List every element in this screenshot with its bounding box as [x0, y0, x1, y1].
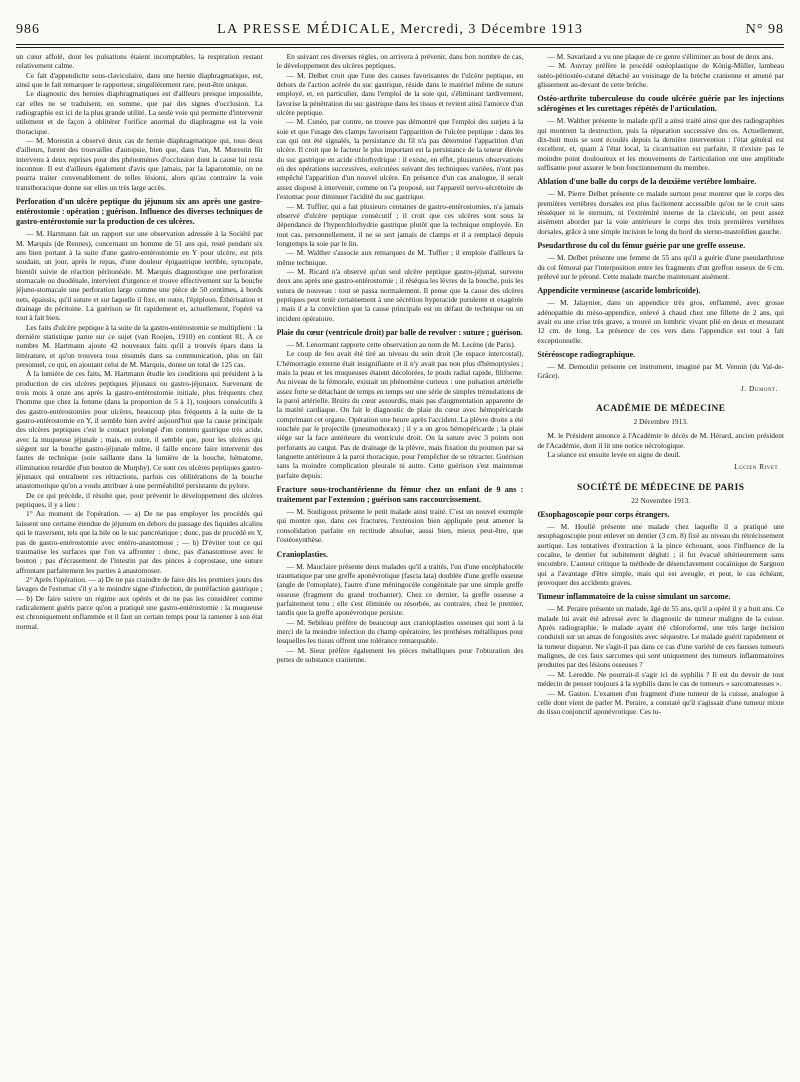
paragraph: — M. Houlié présente une malade chez laquelle il a pratiqué une œsophagoscopie pour enlever un dentier (3 cm. 8) fixé au niveau du rétrécissement aortique. Les tentatives d'extraction à la pince échouant, sous l'influence de la cocaïne, le dentier fut subitement dégluti ; il fut évacué ultérieurement sans encombre. L'auteur critique la méthode de désenclavement cocaïnique de Sargnon qui a l'avantage d'être simple, mais qui est aveugle, et peut, le cas échéant, provoquer des accidents graves. — [537, 522, 784, 588]
section-heading: Œsophagoscopie pour corps étrangers. — [537, 510, 670, 519]
paragraph: un cœur affolé, dont les pulsations étaient incomptables, la respiration restant relativement calme. — [16, 52, 263, 71]
page-number: 986 — [16, 22, 40, 37]
paragraph: — M. Tuffier, qui a fait plusieurs centaines de gastro-entérostomies, n'a jamais observé d'ulcère peptique consécutif ; il croit que ces ulcères sont sous la dépendance de l'hyperchlorhydrie gastrique plutôt que la technique employée. En tout cas, personnellement, il ne se sert jamais de clamps et il a remplacé depuis longtemps la soie par le lin. — [276, 201, 524, 248]
paragraph: Le coup de feu avait été tiré au niveau du sein droit (3e espace intercostal). L'hémorragie externe était insignifiante et il n'y avait pas non plus d'hémoptysies ; mais la peau et les muqueuses étaient décolorées, le pouls radial rapide, filiforme. Au niveau de la fémorale, existait un phénomène curieux : une pulsation artérielle assez forte se détachant de temps en temps sur une série de simples trémulations de la paroi artérielle. Bruits du cœur assourdis, mais pas d'augmentation apparente de la matité cardiaque. On fait le diagnostic de plaie du cœur avec hémopéricarde comprimant cet organe. Opération une heure après l'accident. La plèvre droite a été touchée par le projectile (pneumothorax) ; il y a un gros hémopéricarde ; la plaie siège sur la face antérieure du ventricule droit. On la suture avec 3 points non perforants au catgut. Pas de drainage de la plèvre, mais fixation du poumon par sa languette antérieure à la paroi thoracique, pour l'empêcher de se rétracter. Guérison sans la moindre complication pleurale ni autre. Cette guérison s'est maintenue parfaite depuis. — [276, 349, 524, 480]
author-signature — [537, 462, 778, 471]
paragraph: 1° Au moment de l'opération. — a) De ne pas employer les procédés qui laissent une certaine étendue de jéjunum en dehors du passage des liquides alcalins qui le traversent, tels que la bile ou le suc pancréatique ; donc, pas de procédé en Y, pas de gastro-entérostomie avec entéro-anastomose ; — b) D'éviter tout ce qui traumatise les surfaces que l'on va affronter : donc, pas d'anastomose avec le bouton ; pas d'écrasement de l'intestin par des pinces à coprostase, une suture affrontant parfaitement les parties à anastomoser. — [16, 509, 263, 575]
section-heading: Pseudarthrose du col du fémur guérie par une greffe osseuse. — [537, 241, 746, 251]
paragraph: — M. Mauclaire présente deux malades qu'il a traités, l'un d'une encéphalocèle traumatique par une greffe aponévrotique (fascia lata) doublée d'une greffe osseuse (angle de l'omoplate), l'autre d'une méningocèle congénitale par une simple greffe osseuse (fragment du grand trochanter). Chez ce dernier, la greffe osseuse a parfaitement tenu ; elle s'est éliminée ou résorbée, au contraire, chez le premier, tandis que la greffe aponévrotique persiste. — [276, 561, 524, 618]
paragraph: — M. Lenormant rapporte cette observation au nom de M. Lecène (de Paris). — [286, 339, 516, 349]
section-heading: Tumeur inflammatoire de la cuisse simulant un sarcome. — [537, 592, 731, 602]
paragraph: — M. Savariaud a vu une plaque de ce genre s'éliminer au bout de deux ans. — [547, 52, 774, 61]
paragraph: — M. Souligoux présente le petit malade ainsi traité. C'est un nouvel exemple qui montre que, dans ces fractures, l'extension bien appliquée peut amener la consolidation parfaite en rectitude absolue, aussi bien, mieux peut-être, que l'ostéosynthèse. — [276, 507, 524, 545]
paragraph: — M. Gaston. L'examen d'un fragment d'une tumeur de la cuisse, analogue à celle dont vient de parler M. Peraire, a constaté qu'il s'agissait d'une tumeur mixte du tissu conjonctif aponévrotique. Ces tu- — [537, 688, 784, 717]
paragraph: — M. Hartmann fait un rapport sur une observation adressée à la Société par M. Marquis (de Rennes), concernant un homme de 51 ans qui, resté pendant six ans bien portant à la suite d'une gastro-entérostomie en Y pour ulcère, est pris soudain, un jour, après le repas, d'une douleur épigastrique terrible, syncopale, bientôt suivie de réaction péritonéale. M. Marquis diagnostique une perforation stomacale ou duodénale, intervient d'urgence et trouve effectivement sur la bouche jéjuno-stomacale une perforation large comme une pièce de 50 centimes, à bords nets, épaissis, qu'il suture et sur laquelle il fixe, en outre, l'épiploon. Éthérisation et drainage du péritoine. La guérison se fit rapidement et, actuellement, l'opéré va tout à fait bien. — [16, 229, 263, 323]
paragraph: 2° Après l'opération. — a) De ne pas craindre de faire dès les premiers jours des lavages de l'estomac s'il y a le moindre signe d'infection, de putréfaction gastrique ; — b) De faire suivre un régime aux opérés et de ne pas les considérer comme radicalement guéris parce qu'on a pratiqué une gastro-entérostomie : la muqueuse est chroniquement enflammée et il faut un certain temps pour la ramener à son état normal. — [16, 574, 263, 631]
paragraph: M. le Président annonce à l'Académie le décès de M. Hérard, ancien président de l'Académie, dont il lit une notice nécrologique. — [537, 431, 784, 450]
society-heading: ACADÉMIE DE MÉDECINE — [595, 403, 726, 414]
author-signature — [537, 384, 778, 393]
paragraph: De ce qui précède, il résulte que, pour prévenir le développement des ulcères peptiques, il y a lieu : — [16, 490, 263, 510]
section-heading: Ablation d'une balle du corps de la deuxième vertèbre lombaire. — [537, 177, 757, 187]
paragraph: — M. Auvray préfère le procédé ostéoplastique de König-Müller, lambeau ostéo-périostéo-cutané détaché au voisinage de la brèche cranienne et amené par glissement au-devant de cette brèche. — [537, 61, 784, 90]
paragraph: — M. Pierre Delbet présente ce malade surtout pour montrer que le corps des premières vertèbres dorsales est plus facilement accessible qu'on ne le croit sans résséquer ni le sternum, ni l'extrémité interne de la clavicule, on peut assez aisément aborder par la voie antérieure le corps des trois premières vertèbres dorsales, grâce à une simple incision le long du bord du sterno-mastoïdien gauche. — [537, 189, 784, 236]
column-right — [537, 52, 784, 1078]
section-heading: Stéréoscope radiographique. — [537, 349, 636, 359]
paragraph: — M. Sieur préfère également les pièces métalliques pour l'obturation des pertes de substance cranienne. — [276, 645, 524, 664]
section-heading: Cranioplasties. — [276, 549, 329, 559]
column-middle — [277, 52, 524, 1078]
issue-number: N° 98 — [745, 22, 784, 37]
journal-title — [16, 22, 784, 38]
paragraph: — M. Demoulin présente cet instrument, imaginé par M. Vennin (du Val-de-Grâce). — [537, 361, 784, 381]
issue-date: , Mercredi, 3 Décembre 1913 — [391, 22, 583, 37]
text-columns — [16, 52, 784, 1078]
paragraph: — M. Peraire présente un malade, âgé de 55 ans, qu'il a opéré il y a huit ans. Ce malade lui avait été adressé avec le diagnostic de tumeur maligne de la cuisse. Après radiographie, le malade ayant été chloroformé, une très large incision conduisit sur un amas de fongosités avec séquestre. Le malade guérit rapidement et la tumeur disparut. Ne s'agit-il pas dans ce cas d'une variété de ces fausses tumeurs malignes, de ces faux sarcomes qui sont uniquement des tumeurs inflammatoires produites par des lésions osseuses ? — [537, 604, 784, 670]
running-header — [16, 22, 784, 40]
paragraph: En suivant ces diverses règles, on arrivera à prévenir, dans bon nombre de cas, le développement des ulcères peptiques. — [276, 52, 524, 71]
paragraph: — M. Delbet présente une femme de 55 ans qu'il a guérie d'une pseudarthrose du col fémoral par l'interposition entre les fragments d'un greffon osseux de 6 cm. prélevé sur le péroné. Cette malade marche maintenant aisément. — [537, 253, 784, 281]
paragraph: À la lumière de ces faits, M. Hartmann étudie les conditions qui président à la production de ces ulcères peptiques jéjunaux ou gastro-jéjunaux. Survenant de trois mois à onze ans après la gastro-entérostomie initiale, plus fréquents chez l'homme que chez la femme (dans la proportion de 5 à 1), toujours consécutifs à des gastro-entérostomies pour ulcères, beaucoup plus fréquents à la suite de la gastro-entérostomie en Y, il semble bien avéré aujourd'hui que la cause principale des ulcères peptiques c'est le contact prolongé d'un contenu gastrique très acide, avec la muqueuse jéjunale ; mais, en outre, il semble que, pour les ulcères qui siègent sur la bouche gastro-jéjunale même, il faille encore faire intervenir des fautes de technique (soie saillante dans la lumière de la bouche, hématome, élimination retardée d'un bouton de Murphy). Ce sont ces ulcères peptiques gastro-jéjunaux qui entraînent ces rétractions, parfois ces oblitérations de la bouche anastomotique qu'on a voulu attribuer à une perméabilité persistante du pylore. — [16, 369, 263, 491]
session-date: 22 Novembre 1913. — [631, 495, 691, 505]
paragraph: — M. Ricard n'a observé qu'un seul ulcère peptique gastro-jéjunal, survenu deux ans après une gastro-entérostomie ; il réséqua les lèvres de la bouche, puis les sutura de nouveau : tout se passa normalement. Il pense que la cause des ulcères peptiques peut tenir certainement à une sécrétion hyperacide purulente et exagérée ; mais il a la conviction que la cause principale est un défaut de technique ou un incident opératoire. — [276, 266, 524, 323]
paragraph: — M. Delbet croit que l'une des causes favorisantes de l'ulcère peptique, en dehors de l'action acérée du suc gastrique, réside dans le matériel même de suture employé, et, en particulier, dans l'emploi de la soie qui, s'éliminant tardivement, favorise la pénétration du suc gastrique dans les tissus et revient ainsi l'amorce d'un ulcère peptique. — [276, 70, 524, 118]
paragraph: — M. Leredde. Ne pourrait-il s'agir ici de syphilis ? Il est du devoir de tout médecin de penser toujours à la syphilis dans le cas de tumeurs « sarcomateuses ». — [537, 669, 784, 689]
society-heading: SOCIÉTÉ DE MÉDECINE DE PARIS — [577, 482, 745, 493]
signature-text: J. Dumont. — [740, 383, 779, 393]
header-rule-top — [16, 44, 784, 45]
paragraph: — M. Jalaynier, dans un appendice très gros, enflammé, avec grosse adénopathie du méso-appendice, enlevé à chaud chez une fillette de 2 ans, qui avait eu une crise très grave, a trouvé un lombric vivant plié en deux et mesurant 12 cm. de long. La présence de ces vers dans l'appendice est tout à fait exceptionnelle. — [537, 298, 784, 345]
signature-text: Lucien Rivet — [734, 462, 779, 472]
paragraph: — M. Morestin a observé deux cas de hernie diaphragmatique qui, tous deux d'ailleurs, furent des trouvailles d'autopsie, bien que, dans l'un, M. Morestin fût intervenu à deux reprises pour des phénomènes d'occlusion dont la cause lui resta inconnue. Il est d'ailleurs également d'avis que jamais, par la laparotomie, on ne pourra traiter convenablement de telles lésions, alors qu'au contraire la voie transthoracique donne sur elles un très large accès. — [16, 136, 263, 192]
paragraph: Ce fait d'appendicite sous-claviculaire, dans une hernie diaphragmatique, est, ainsi que le fait remarquer le rapporteur, singulièrement rare, peut-être unique. — [16, 70, 263, 90]
section-heading: Ostéo-arthrite tuberculeuse du coude ulcérée guérie par les injections sclérogènes et les curettages répétés de l'articulation. — [537, 94, 784, 114]
paragraph: — M. Cunéo, par contre, ne trouve pas démontré que l'emploi des surjets à la soie et que l'usage des clamps favorisent l'apparition de l'ulcère peptique : dans les cas qui ont été signalés, la persistance du fil n'a pas déterminé l'apparition d'un ulcère. Il croit que le facteur le plus important est la persistance de la teneur élevée du suc gastrique en acide chlorhydrique : il existe, en effet, plusieurs observations où des opérations successives, exécutées suivant des techniques variées, n'ont pas empêché l'apparition d'un nouvel ulcère. En présence d'un cas analogue, il serait assez disposé à intervenir, comme on l'a proposé, sur l'appareil nervo-sécrétoire de l'estomac pour diminuer l'acidité du suc gastrique. — [276, 117, 524, 202]
section-heading: Perforation d'un ulcère peptique du jéjunum six ans après une gastro-entérostomie : opération ; guérison. Influence des diverses techniques de gastro-entérostomie sur la production de ces ulcères. — [16, 197, 263, 227]
journal-name: LA PRESSE MÉDICALE — [217, 22, 392, 37]
section-heading: Fracture sous-trochantérienne du fémur chez un enfant de 9 ans : traitement par l'extension ; guérison sans raccourcissement. — [276, 485, 524, 505]
paragraph: Les faits d'ulcère peptique à la suite de la gastro-entérostomie se multiplient : la dernière statistique parue sur ce sujet (van Roojen, 1910) en contient 81. À ce nombre M. Hartmann ajoute 42 nouveaux faits qu'il a trouvés épars dans la littérature, et qu'on trouvera tous résumés dans sa communication, plus un fait personnel, ce qui, en ajoutant celui de M. Marquis, donne un total de 125 cas. — [16, 322, 263, 369]
paragraph: — M. Walther présente le malade qu'il a ainsi traité ainsi que des radiographies qui montrent la destruction, puis la réparation successive des os. Actuellement, dix-huit mois se sont écoulés depuis la dernière intervention : l'état général est excellent, et, quant à l'état local, la cicatrisation est parfaite, il n'existe pas le moindre point douloureux et les mouvements de l'articulation ont une amplitude suffisante pour assurer le bon fonctionnement du membre. — [537, 116, 784, 173]
paragraph: Le diagnostic des hernies diaphragmatiques est d'ailleurs presque impossible, car elles ne se traduisent, en somme, que par des signes d'occlusion. La radiographie est ici de la plus grande utilité. La seule voie qui permette d'intervenir utilement et de façon à oblitérer l'orifice anormal du diaphragme est la voie thoracique. — [16, 89, 263, 136]
session-date: 2 Décembre 1913. — [633, 416, 688, 426]
column-left — [16, 52, 263, 1078]
paragraph: La séance est ensuite levée en signe de deuil. — [547, 449, 681, 459]
header-rule-bottom — [16, 47, 784, 48]
section-heading: Plaie du cœur (ventricule droit) par balle de revolver : suture ; guérison. — [276, 327, 523, 337]
paragraph: — M. Sebileau préfère de beaucoup aux cranioplasties osseuses qui sont à la merci de la moindre infection du champ opératoire, les prothèses métalliques pour lesquelles les tissus offrent une tolérance remarquable. — [276, 617, 524, 646]
paragraph: — M. Walther s'associe aux remarques de M. Tuffier ; il emploie d'ailleurs la même technique. — [276, 248, 524, 267]
section-heading: Appendicite vermineuse (ascaride lombricoïde). — [537, 286, 701, 296]
